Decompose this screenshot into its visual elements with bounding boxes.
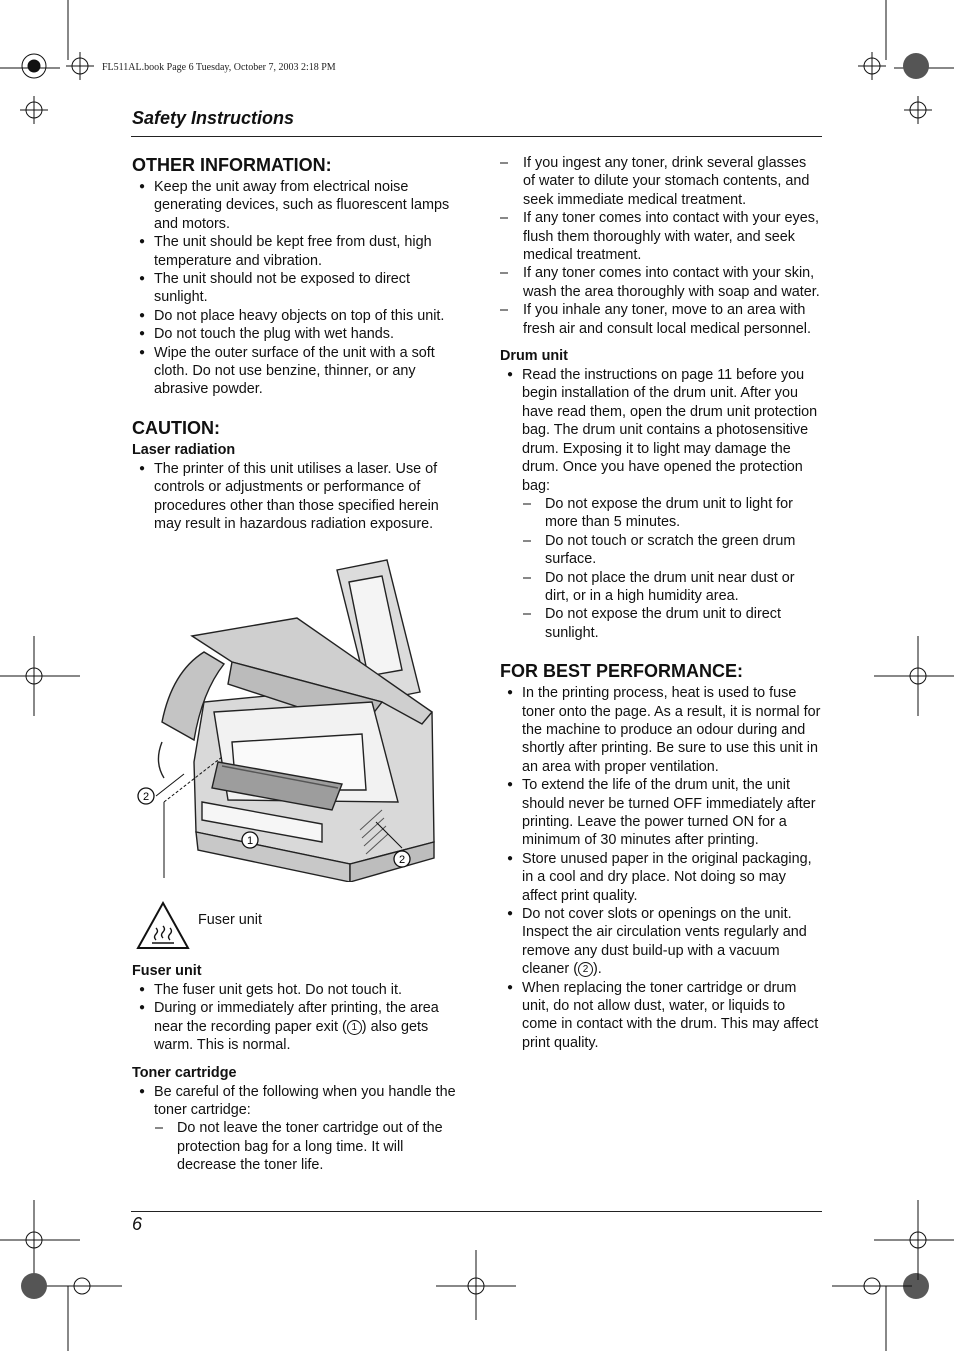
list-item: ● Wipe the outer surface of the unit with a soft cloth. Do not use benzine, thinner, or any abrasive powder. <box>132 344 462 399</box>
list-item: – If you inhale any toner, move to an area with fresh air and consult local medical personnel. <box>478 301 822 338</box>
other-information-title: OTHER INFORMATION: <box>132 155 332 175</box>
toner-cartridge-title: Toner cartridge <box>132 1064 237 1081</box>
list-item: ● The fuser unit gets hot. Do not touch it. <box>132 981 462 999</box>
circled-number-2: 2 <box>578 962 593 977</box>
list-item: ● When replacing the toner cartridge or drum unit, do not allow dust, water, or liquids to come in contact with the drum. This may affect print quality. <box>500 979 822 1053</box>
laser-list <box>132 460 462 534</box>
caution-title: CAUTION: <box>132 417 220 438</box>
best-performance-list <box>500 684 822 1052</box>
footer-rule <box>131 1211 822 1212</box>
fuser-warning <box>136 900 336 952</box>
list-item: ● Read the instructions on page 11 before you begin installation of the drum unit. After you have read them, open the drum unit protection bag. The drum unit contains a photosensitive drum. Exposing it to light may damage the drum. Once you have opened the protection bag: <box>500 366 822 495</box>
toner-sublist-left <box>132 1119 462 1174</box>
list-item: ● Be careful of the following when you handle the toner cartridge: <box>132 1083 462 1120</box>
laser-radiation-title: Laser radiation <box>132 441 236 458</box>
list-item: ● Do not place heavy objects on top of this unit. <box>132 307 462 325</box>
list-item: – Do not expose the drum unit to direct sunlight. <box>500 605 822 642</box>
list-item: ● The unit should not be exposed to direct sunlight. <box>132 270 462 307</box>
drum-unit-title: Drum unit <box>500 348 568 365</box>
circled-number-1: 1 <box>347 1020 362 1035</box>
hot-surface-warning-icon <box>136 900 190 952</box>
list-item: ● Do not touch the plug with wet hands. <box>132 325 462 343</box>
callout-2-left: 2 <box>142 791 150 803</box>
fuser-unit-title: Fuser unit <box>132 963 202 979</box>
fax-machine-illustration <box>132 552 462 882</box>
drum-list <box>500 366 822 495</box>
fuser-item-text-end: ) also gets warm. This is normal. <box>154 1018 429 1054</box>
list-item: ● In the printing process, heat is used to fuse toner onto the page. As a result, it is normal for the machine to produce an odour during and shortly after printing. Be sure to use this unit in an area with proper ventilation. <box>500 684 822 776</box>
list-item: – Do not touch or scratch the green drum surface. <box>500 532 822 569</box>
list-item <box>500 905 822 979</box>
right-column <box>500 154 822 1052</box>
vent-item-text-end: ). <box>593 961 602 978</box>
list-item: – Do not leave the toner cartridge out of the protection bag for a long time. It will decrease the toner life. <box>132 1119 462 1174</box>
header-rule <box>131 136 822 137</box>
list-item: ● The printer of this unit utilises a laser. Use of controls or adjustments or performance of procedures other than those specified herein may result in hazardous radiation exposure. <box>132 460 462 534</box>
fuser-unit-label: Fuser unit <box>198 912 262 928</box>
list-item: – Do not place the drum unit near dust or dirt, or in a high humidity area. <box>500 569 822 606</box>
list-item: – If any toner comes into contact with your skin, wash the area thoroughly with soap and water. <box>478 264 822 301</box>
list-item: ● Keep the unit away from electrical noise generating devices, such as fluorescent lamps and motors. <box>132 178 462 233</box>
fuser-item-text-start: During or immediately after printing, the area near the recording paper exit ( <box>154 1000 439 1035</box>
book-info: FL511AL.book Page 6 Tuesday, October 7, 2003 2:18 PM <box>102 62 336 73</box>
list-item: ● The unit should be kept free from dust, high temperature and vibration. <box>132 233 462 270</box>
callout-1: 1 <box>246 835 254 847</box>
left-column-lower <box>132 962 462 1175</box>
other-information-list <box>132 178 462 399</box>
callout-2-right: 2 <box>398 854 406 866</box>
vent-item-text-start: Do not cover slots or openings on the unit. Inspect the air circulation vents regularly and remove any dust build-up with a vacuum cleaner ( <box>522 906 807 978</box>
drum-sublist <box>500 495 822 642</box>
toner-sublist-right <box>478 154 822 338</box>
page-number: 6 <box>132 1214 143 1234</box>
list-item: – If any toner comes into contact with your eyes, flush them thoroughly with water, and seek medical treatment. <box>478 209 822 264</box>
left-column <box>132 154 462 534</box>
fuser-list <box>132 981 462 1055</box>
toner-list <box>132 1083 462 1120</box>
list-item: – Do not expose the drum unit to light for more than 5 minutes. <box>500 495 822 532</box>
list-item: ● Store unused paper in the original packaging, in a cool and dry place. Not doing so may affect print quality. <box>500 850 822 905</box>
list-item: ● To extend the life of the drum unit, the unit should never be turned OFF immediately after printing. Leave the power turned ON for a minimum of 30 minutes after printing. <box>500 776 822 850</box>
best-performance-title: FOR BEST PERFORMANCE: <box>500 661 743 682</box>
list-item: – If you ingest any toner, drink several glasses of water to dilute your stomach contents, and seek immediate medical treatment. <box>478 154 822 209</box>
list-item <box>132 999 462 1054</box>
running-header: Safety Instructions <box>132 108 295 128</box>
